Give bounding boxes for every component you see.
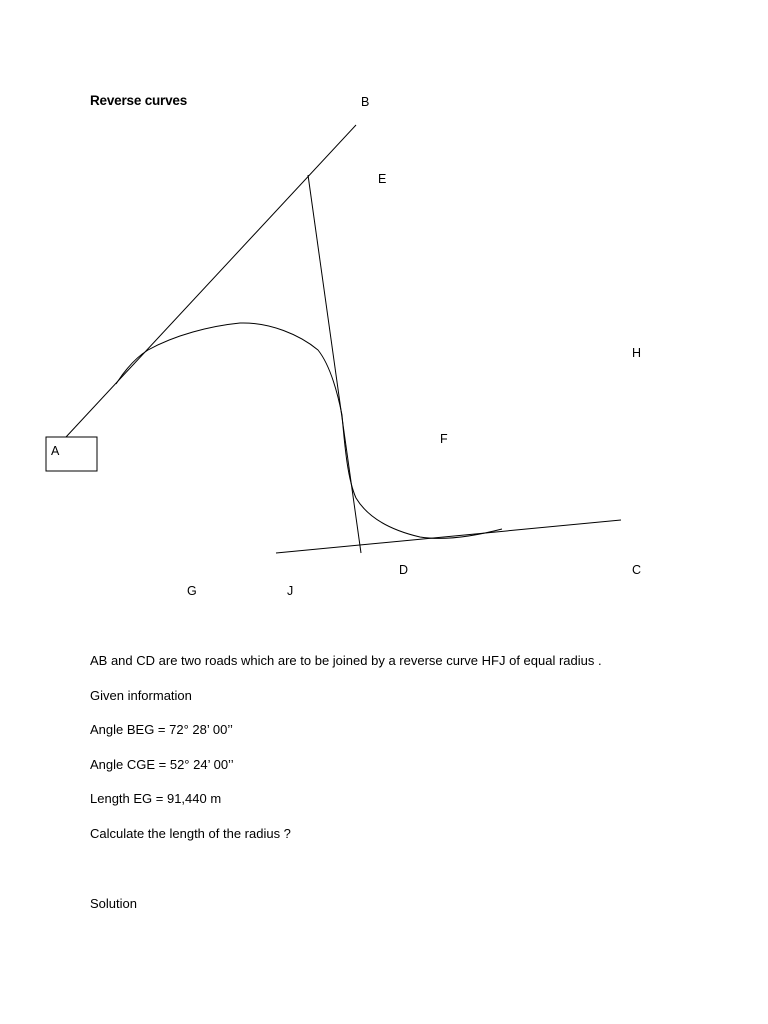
page-title: Reverse curves <box>90 93 188 108</box>
label-f: F <box>440 432 448 446</box>
length-eg: Length EG = 91,440 m <box>90 791 222 806</box>
label-g: G <box>187 584 197 598</box>
tangent-eg-line <box>308 175 361 553</box>
question: Calculate the length of the radius ? <box>90 826 291 841</box>
label-h: H <box>632 346 642 360</box>
curve-h-to-f <box>116 323 342 415</box>
angle-cge: Angle CGE = 52° 24’ 00’’ <box>90 757 234 772</box>
solution-heading: Solution <box>90 896 137 911</box>
label-b: B <box>361 95 370 109</box>
road-ab-line <box>66 125 356 437</box>
given-heading: Given information <box>90 688 192 703</box>
angle-beg: Angle BEG = 72° 28’ 00’’ <box>90 722 233 737</box>
label-a: A <box>51 444 60 458</box>
problem-statement: AB and CD are two roads which are to be joined by a reverse curve HFJ of equal radius . <box>90 653 602 668</box>
label-d: D <box>399 563 409 577</box>
label-c: C <box>632 563 642 577</box>
curve-f-to-j <box>342 415 502 538</box>
road-cd-line <box>276 520 621 553</box>
label-e: E <box>378 172 387 186</box>
label-j: J <box>287 584 294 598</box>
